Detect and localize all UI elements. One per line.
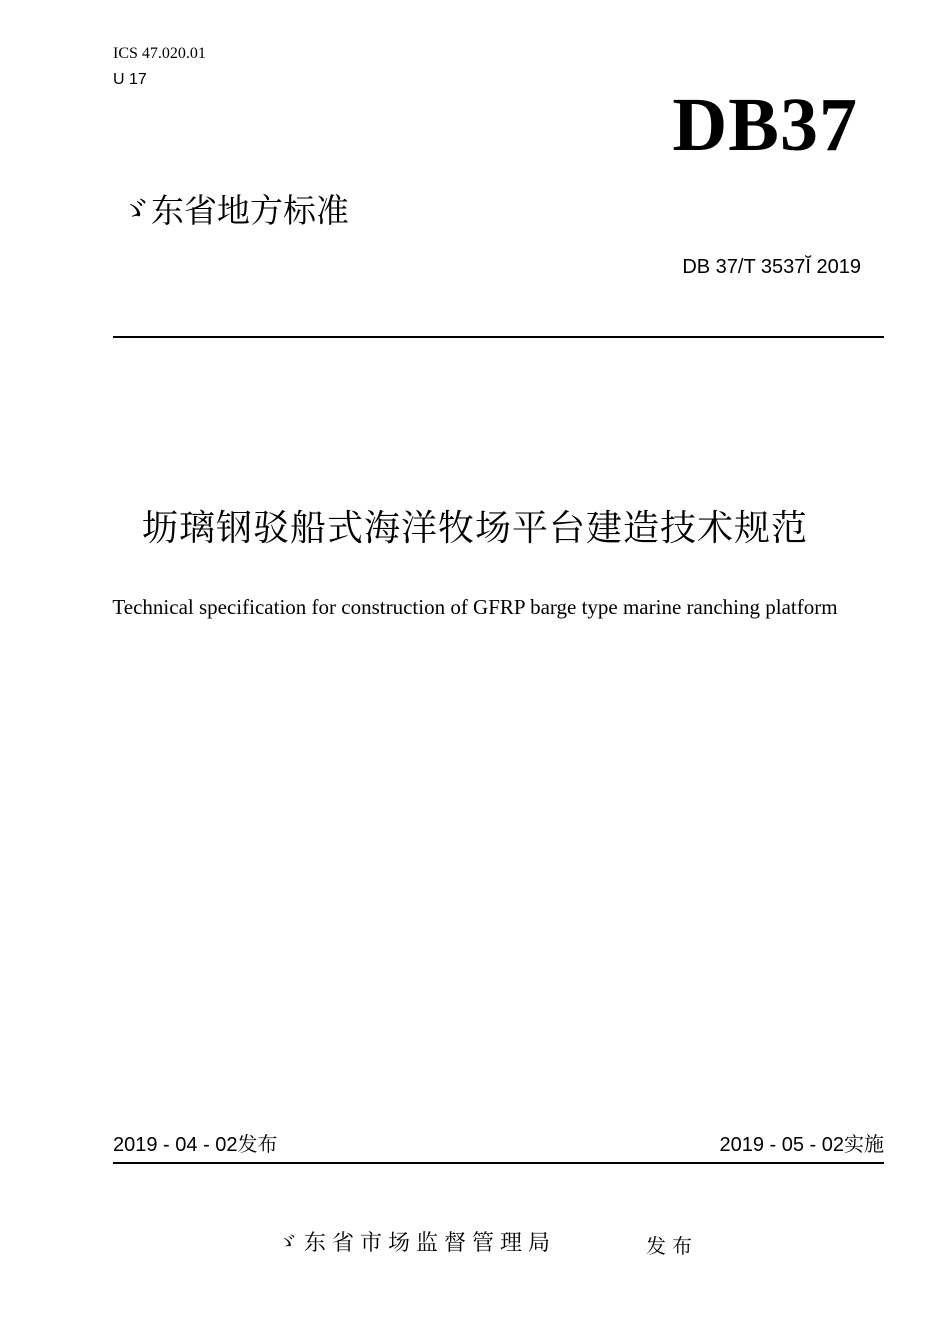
publish-label: 发布 — [646, 1234, 698, 1258]
standard-mark: DB37 — [672, 83, 858, 167]
document-title-english: Technical specification for construction of GFRP barge type marine ranching platform — [112, 595, 838, 619]
standard-number: DB 37/T 3537Ĭ 2019 — [682, 256, 861, 278]
standard-type: ゞ东省地方标准 — [118, 191, 349, 230]
document-title-chinese: 坜璃钢驳船式海洋牧场平台建造技术规范 — [141, 508, 808, 549]
ccs-code: U 17 — [113, 71, 147, 88]
top-divider — [113, 336, 884, 338]
ics-code: ICS 47.020.01 — [113, 45, 206, 62]
effective-date: 2019 - 05 - 02实施 — [719, 1134, 884, 1156]
release-date: 2019 - 04 - 02发布 — [113, 1134, 278, 1156]
bottom-divider — [113, 1162, 884, 1164]
publisher-name: ゞ东省市场监督管理局 — [276, 1231, 557, 1256]
